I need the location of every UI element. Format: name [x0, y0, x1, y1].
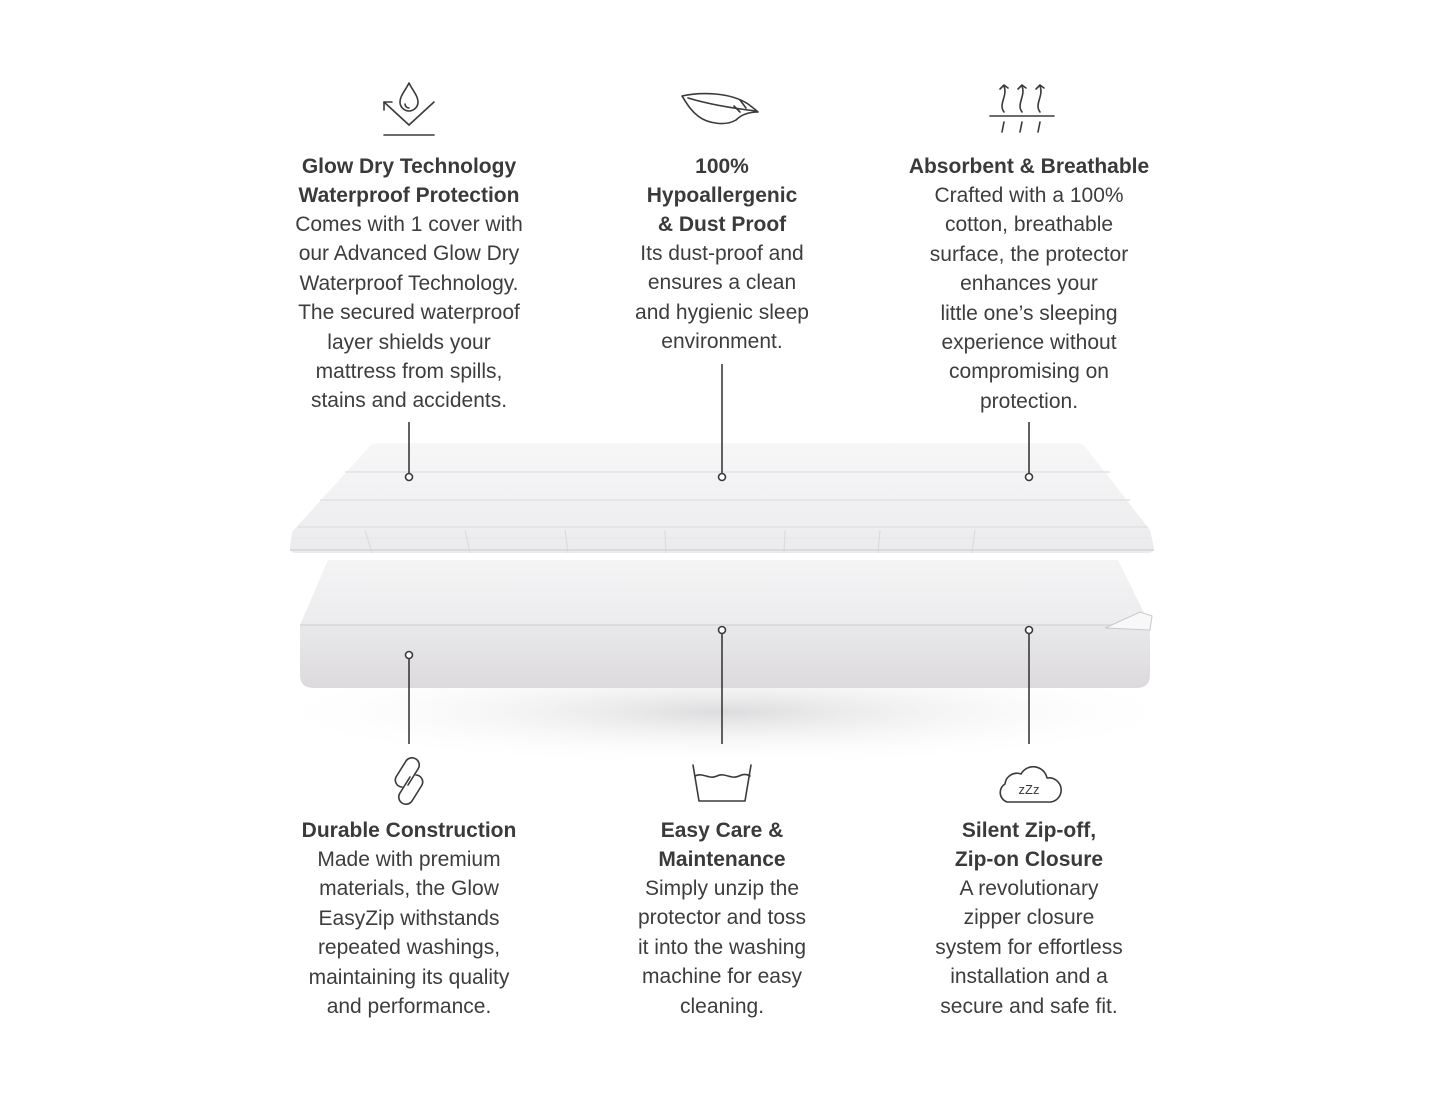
feature-zipper [889, 816, 1169, 1021]
feature-easy-care [592, 816, 852, 1021]
feature-durable-description: Made with premium materials, the Glow EasyZip withstands repeated washings, maintaining its quality and performance. [308, 848, 510, 1019]
feature-breathable [889, 152, 1169, 416]
wash-tub-icon [691, 762, 753, 804]
feature-hypoallergenic-description: Its dust-proof and ensures a clean and hygienic sleep environment. [635, 242, 809, 354]
feature-waterproof-title: Glow Dry Technology Waterproof Protection [298, 155, 520, 207]
feature-durable [269, 816, 549, 1021]
water-drop-icon [380, 80, 438, 138]
feature-zipper-description: A revolutionary zipper closure system for effortless installation and a secure and safe fit. [935, 877, 1123, 1018]
feature-durable-title: Durable Construction [301, 819, 517, 842]
feature-waterproof-description: Comes with 1 cover with our Advanced Glow Dry Waterproof Technology. The secured waterproof layer shields your mattress from spills, stains and accidents. [295, 213, 523, 413]
sleep-cloud-icon [995, 760, 1063, 806]
feature-easy-care-description: Simply unzip the protector and toss it into the washing machine for easy cleaning. [637, 877, 807, 1018]
feature-breathable-description: Crafted with a 100% cotton, breathable surface, the protector enhances your little one’s sleeping experience without compromising on protection. [929, 184, 1129, 413]
feature-breathable-title: Absorbent & Breathable [908, 155, 1150, 178]
feature-hypoallergenic-title: 100% Hypoallergenic & Dust Proof [646, 155, 798, 236]
feature-easy-care-title: Easy Care & Maintenance [658, 819, 786, 871]
feature-zipper-title: Silent Zip-off, Zip-on Closure [954, 819, 1104, 871]
airflow-arrows-icon [986, 80, 1058, 136]
feature-hypoallergenic [592, 152, 852, 357]
feather-icon [680, 88, 760, 128]
sleep-cloud-zzz: zZz [1018, 782, 1040, 797]
feature-waterproof [259, 152, 559, 416]
chain-link-icon [386, 755, 432, 809]
